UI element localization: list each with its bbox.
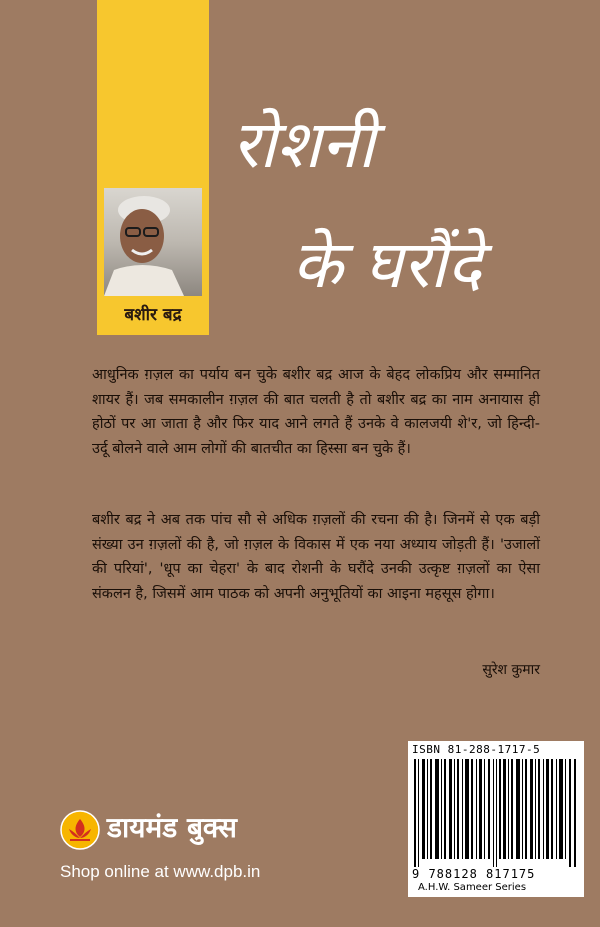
author-name-label: बशीर बद्र <box>124 305 182 325</box>
publisher-name: डायमंड बुक्स <box>107 811 237 844</box>
barcode-digits: 9 788128 817175 <box>412 867 536 881</box>
blurb-paragraph-2: बशीर बद्र ने अब तक पांच सौ से अधिक ग़ज़लों की रचना की है। जिनमें से एक बड़ी संख्या उन ग़ज़लों की है, जो ग़ज़ल के विकास में एक नया अध्याय जोड़ती हैं। 'उजालों की परियां', 'धूप का चेहरा' के बाद रोशनी के घरौंदे उनकी उत्कृष्ट ग़ज़लों का ऐसा संकलन है, जिसमें आम पाठक को अपनी अनुभूतियों का आइना महसूस होगा। <box>92 512 540 602</box>
lotus-logo-icon <box>60 810 100 850</box>
shop-online-link[interactable]: Shop online at www.dpb.in <box>60 862 261 881</box>
isbn-label: ISBN 81-288-1717-5 <box>412 743 541 756</box>
isbn-barcode-box <box>408 741 584 897</box>
blurb-signature: सुरेश कुमार <box>482 662 540 678</box>
title-line-2: के घरौंदे <box>292 226 482 303</box>
book-title <box>222 100 582 330</box>
barcode-icon <box>414 759 578 867</box>
author-photo <box>104 188 202 296</box>
blurb-paragraph-1: आधुनिक ग़ज़ल का पर्याय बन चुके बशीर बद्र आज के बेहद लोकप्रिय और सम्मानित शायर हैं। जब समकालीन ग़ज़ल की बात चलती है तो बशीर बद्र का नाम अनायास ही होठों पर आ जाता है और फिर याद आने लगते हैं उनके वे कालजयी शे'र, जो हिन्दी-उर्दू बोलने वाले आम लोगों की बातचीत का हिस्सा बन चुके हैं। <box>92 367 540 457</box>
series-label: A.H.W. Sameer Series <box>418 882 527 893</box>
title-line-1: रोशनी <box>232 106 375 183</box>
